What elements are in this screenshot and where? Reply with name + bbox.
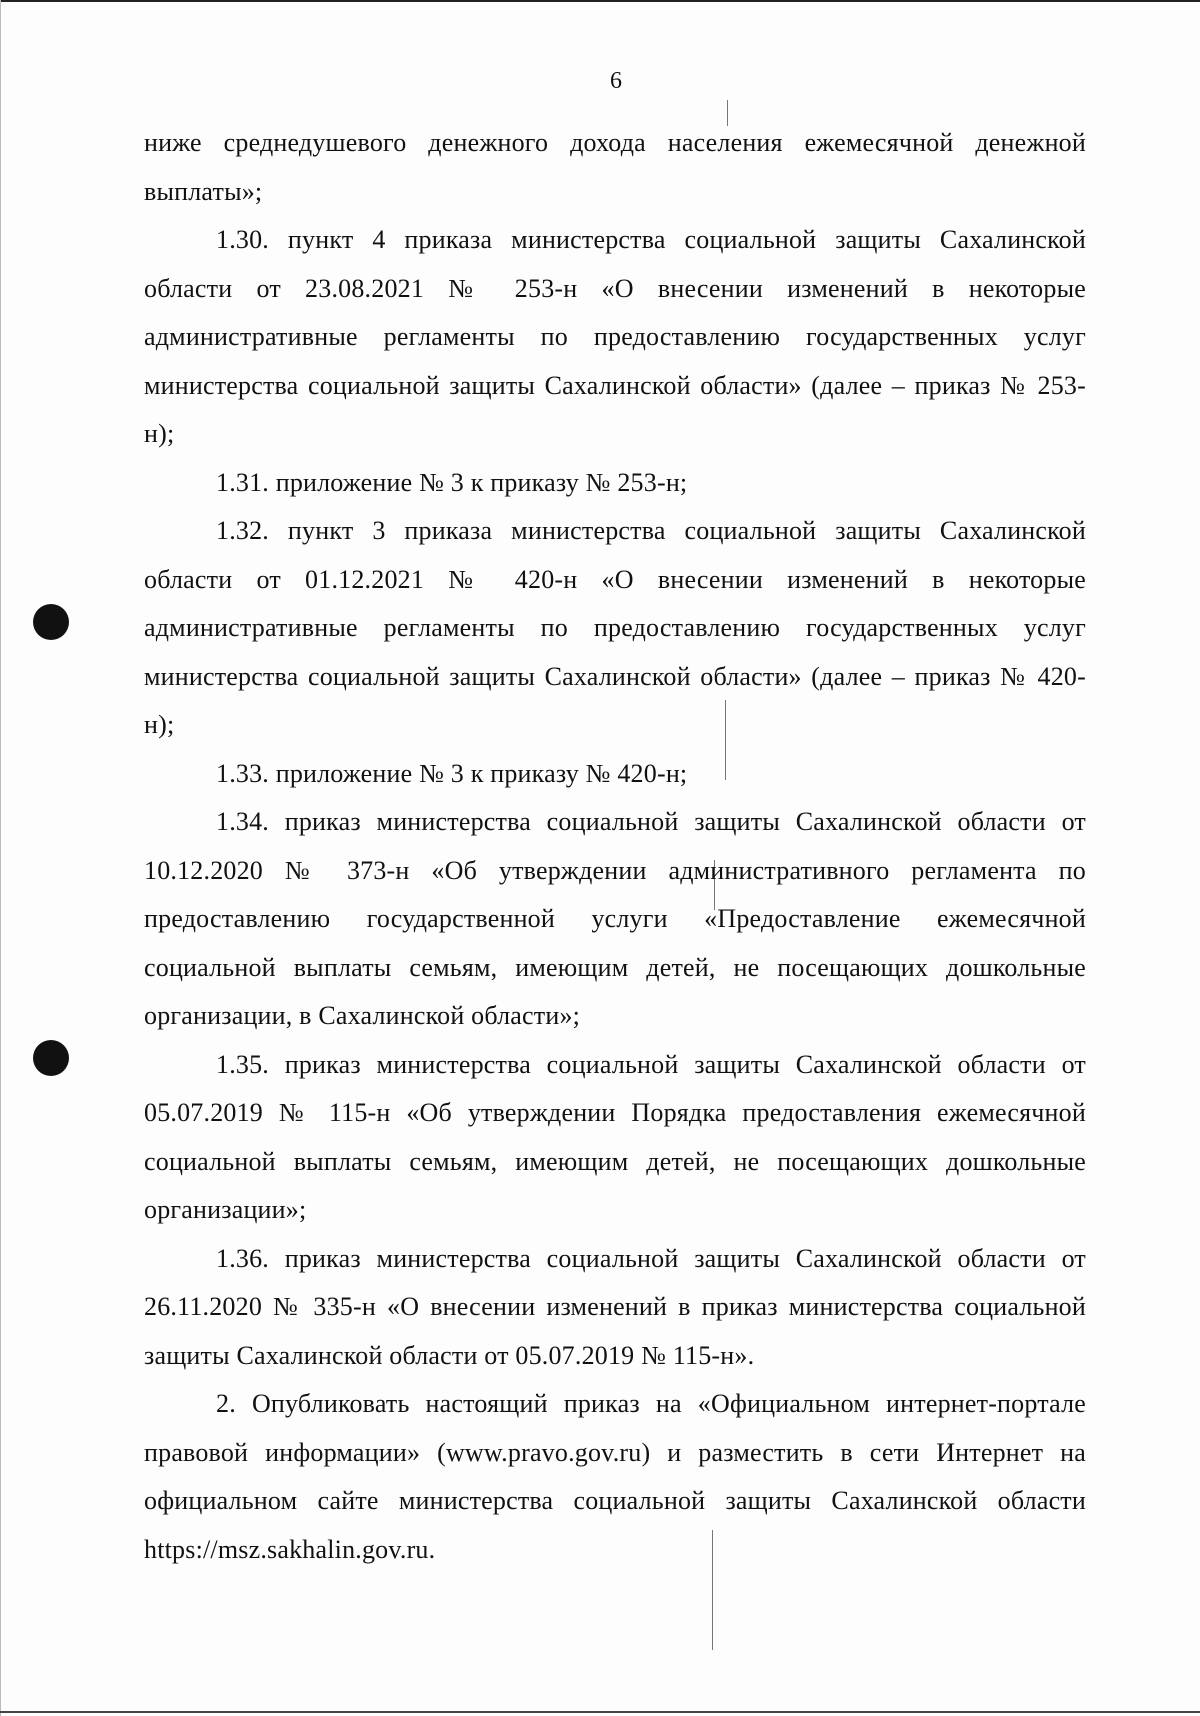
paragraph-item-1-31: 1.31. приложение № 3 к приказу № 253-н; (216, 467, 688, 497)
punch-hole (33, 604, 69, 640)
paragraph-item-2: 2. Опубликовать настоящий приказ на «Официальном интернет-портале правовой информации» (www.pravo.gov.ru) и разместить в сети Интернет на официальном сайте министерства социальной защиты Сахалинской области https://msz.sakhalin.gov.ru. (144, 1389, 1086, 1564)
scan-top-edge (0, 0, 1200, 2)
paragraph-item-1-35: 1.35. приказ министерства социальной защиты Сахалинской области от 05.07.2019 № 115-н «Об утверждении Порядка предоставления ежемесячной социальной выплаты семьям, имеющим детей, не посещающих дошкольные организации»; (144, 1049, 1086, 1224)
scan-left-edge (0, 0, 1, 1716)
paragraph-continuation: ниже среднедушевого денежного дохода населения ежемесячной денежной выплаты»; (144, 128, 1086, 206)
punch-hole (33, 1040, 69, 1076)
document-body (144, 119, 1086, 1574)
page-number: 6 (610, 68, 622, 94)
paragraph-item-1-34: 1.34. приказ министерства социальной защиты Сахалинской области от 10.12.2020 № 373-н «Об утверждении административного регламента по предоставлению государственной услуги «Предоставление ежемесячной социальной выплаты семьям, имеющим детей, не посещающих дошкольные организации, в Сахалинской области»; (144, 807, 1086, 1030)
paragraph-item-1-32: 1.32. пункт 3 приказа министерства социальной защиты Сахалинской области от 01.12.2021 № 420-н «О внесении изменений в некоторые административные регламенты по предоставлению государственных услуг министерства социальной защиты Сахалинской области» (далее – приказ № 420-н); (144, 516, 1086, 739)
scan-bottom-edge (0, 1711, 1200, 1713)
paragraph-item-1-33: 1.33. приложение № 3 к приказу № 420-н; (216, 758, 688, 788)
paragraph-item-1-36: 1.36. приказ министерства социальной защиты Сахалинской области от 26.11.2020 № 335-н «О внесении изменений в приказ министерства социальной защиты Сахалинской области от 05.07.2019 № 115-н». (144, 1243, 1086, 1370)
paragraph-item-1-30: 1.30. пункт 4 приказа министерства социальной защиты Сахалинской области от 23.08.2021 № 253-н «О внесении изменений в некоторые административные регламенты по предоставлению государственных услуг министерства социальной защиты Сахалинской области» (далее – приказ № 253-н); (144, 225, 1086, 448)
